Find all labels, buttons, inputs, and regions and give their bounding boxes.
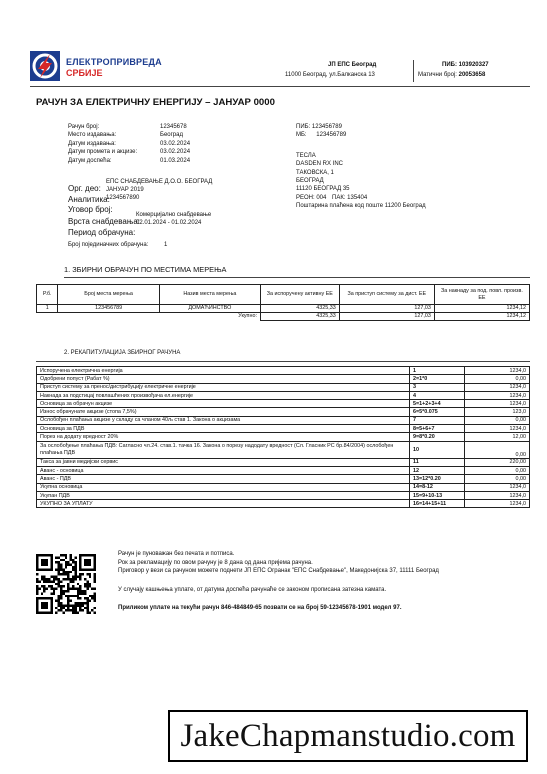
info-value: Београд — [160, 132, 183, 139]
header-cell: За приступ систему за дист. ЕЕ — [339, 285, 434, 305]
table-row — [37, 491, 530, 499]
table-row — [37, 416, 530, 424]
recap-value: 123,0 — [465, 408, 530, 416]
customer-pib — [296, 124, 516, 132]
customer-mb-label: МБ: — [296, 132, 307, 139]
table-row — [37, 391, 530, 399]
recap-value: 12,00 — [465, 433, 530, 441]
recap-label: Укупна основица — [37, 483, 410, 491]
customer-mb — [296, 132, 516, 140]
cell: 4325,33 — [260, 305, 339, 313]
org-label: Период обрачуна: — [68, 227, 136, 237]
cell: 1 — [37, 305, 58, 313]
recap-label: За ослобођење плаћања ПДВ: Сагласно чл.24. став.1. тачка 16. Закона о порезу надодату вредност (Сл. Гласник РС бр.84/2004) ослобођен плаћања ПДВ — [37, 441, 410, 458]
table-row — [37, 475, 530, 483]
recap-label: Износ обрачунате акцизе (стопа 7,5%) — [37, 408, 410, 416]
info-value: 12345678 — [160, 124, 187, 130]
table-row — [37, 305, 530, 313]
individual-count — [68, 242, 167, 249]
recap-value: 220,00 — [465, 458, 530, 466]
org-block — [68, 178, 288, 237]
org-value: 1234567890 — [106, 195, 140, 201]
table-row — [37, 375, 530, 383]
info-label: Датум издавања: — [68, 140, 116, 147]
org-value: ЕПС СНАБДЕВАЊЕ Д.О.О. БЕОГРАД — [106, 179, 213, 185]
note-line: Рок за рекламацију по овом рачуну је 8 дана од дана пријема рачуна. — [118, 559, 313, 566]
recap-table — [36, 366, 530, 508]
individual-count-value: 1 — [164, 242, 168, 248]
recap-value: 0,00 — [465, 416, 530, 424]
notes-block — [118, 551, 528, 614]
recap-code: 3 — [410, 383, 465, 391]
info-label: Рачун број: — [68, 124, 100, 130]
customer-reon — [296, 195, 516, 203]
info-value: 03.02.2024 — [160, 140, 191, 147]
header-pib-value: 103920327 — [458, 62, 489, 68]
recap-label: Порез на додату вредност 20% — [37, 433, 410, 441]
recap-code: 2=1*0 — [410, 375, 465, 383]
recap-label: Одобрени попуст (Рабат %) — [37, 375, 410, 383]
table-row — [37, 441, 530, 458]
table-row — [37, 425, 530, 433]
recap-code: 10 — [410, 441, 465, 458]
cell: 123456789 — [58, 305, 159, 313]
recap-code: 8=5+6+7 — [410, 425, 465, 433]
header-mb-value: 20053658 — [458, 72, 486, 78]
recap-value: 0,00 — [465, 441, 530, 458]
payment-note: Приликом уплате на текући рачун 846-484849-65 позвати се на број 59-12345678-1901 модел 97. — [118, 605, 402, 612]
header-cell: Р.б. — [37, 285, 58, 305]
note-line: Приговор у вези са рачуном можете поднети ЈП ЕПС Огранак "ЕПС Снабдевање", Македонијска 37, 11111 Београд — [118, 568, 439, 575]
recap-code: 4 — [410, 391, 465, 399]
header-mb — [418, 72, 485, 79]
org-label: Врста снабдевања: — [68, 217, 141, 226]
total-cell: 4325,33 — [260, 312, 339, 320]
recap-value: 1234,0 — [465, 483, 530, 491]
section2-title: 2. РЕКАПИТУЛАЦИЈА ЗБИРНОГ РАЧУНА — [64, 350, 181, 356]
recap-value: 1234,0 — [465, 500, 530, 508]
recap-code: 9=8*0.20 — [410, 433, 465, 441]
info-row — [68, 158, 218, 166]
note-line: Рачун је пуноважан без печата и потписа. — [118, 551, 235, 557]
customer-line: DASDEN RX INC — [296, 161, 344, 168]
recap-value: 0,00 — [465, 375, 530, 383]
info-row — [68, 132, 218, 140]
logo-line-1: ЕЛЕКТРОПРИВРЕДА — [66, 57, 162, 67]
recap-label: Основица за ПДВ — [37, 425, 410, 433]
info-label: Датум промета и акцизе: — [68, 149, 138, 156]
recap-label: Ослобођен плаћања акцизе у складу са чланом 40љ став 1. Закона о акцизама — [37, 416, 410, 424]
customer-line: 11120 БЕОГРАД 35 — [296, 186, 350, 193]
recap-code: 16=14+15+11 — [410, 500, 465, 508]
section1-title: 1. ЗБИРНИ ОБРАЧУН ПО МЕСТИМА МЕРЕЊА — [64, 265, 227, 274]
table-row — [37, 400, 530, 408]
postal-note: Поштарина плаћена код поште 11200 Београд — [296, 203, 426, 210]
logo-line-2: СРБИЈЕ — [66, 68, 103, 78]
cell: 127,03 — [339, 305, 434, 313]
table-row — [37, 367, 530, 375]
info-value: 01.03.2024 — [160, 157, 191, 164]
org-value: 02.01.2024 - 01.02.2024 — [136, 219, 202, 226]
recap-code: 14=8-12 — [410, 483, 465, 491]
recap-code: 15=9+10-13 — [410, 491, 465, 499]
total-cell: 127,03 — [339, 312, 434, 320]
recap-label: Такса за јавни медијски сервис — [37, 458, 410, 466]
recap-label: Испоручена електрична енергија — [37, 367, 410, 375]
recap-code: 13=12*0.20 — [410, 475, 465, 483]
org-row — [68, 195, 288, 214]
customer-pib-label: ПИБ: — [296, 124, 311, 130]
recap-code: 1 — [410, 367, 465, 375]
customer-pib-value: 123456789 — [311, 124, 342, 130]
header-cell: Назив места мерења — [159, 285, 260, 305]
header-cell: Број места мерења — [58, 285, 159, 305]
recap-code: 12 — [410, 467, 465, 475]
table-row — [37, 383, 530, 391]
recap-label: Накнада за подстицај повлашћених произвођача ел.енергије — [37, 391, 410, 399]
recap-code: 5=1+2+3+4 — [410, 400, 465, 408]
recap-value: 1234,0 — [465, 367, 530, 375]
info-row — [68, 141, 218, 149]
watermark: JakeChapmanstudio.com — [168, 710, 528, 762]
invoice-info — [68, 124, 218, 166]
recap-value: 1234,0 — [465, 400, 530, 408]
header-cell: За накнаду за под. повл. произв. ЕЕ — [434, 285, 529, 305]
recap-code: 7 — [410, 416, 465, 424]
recap-value: 1234,0 — [465, 383, 530, 391]
table-row — [37, 458, 530, 466]
recap-code: 11 — [410, 458, 465, 466]
reon-label: РЕОН: 004 — [296, 194, 327, 201]
pak-label: ПАК: 135404 — [332, 194, 368, 201]
header-mb-label: Матични број: — [418, 72, 457, 78]
table-row — [37, 483, 530, 491]
total-label: Укупно: — [238, 313, 257, 319]
recap-label: Аванс - основица — [37, 467, 410, 475]
qr-code-icon — [36, 554, 96, 614]
org-value: Комерцијално снабдевање — [136, 212, 212, 218]
recap-value: 1234,0 — [465, 425, 530, 433]
customer-line: ТАКОВСКА, 1 — [296, 169, 334, 176]
individual-count-label: Број појединачних обрачуна: — [68, 242, 149, 248]
invoice-title: РАЧУН ЗА ЕЛЕКТРИЧНУ ЕНЕРГИЈУ – ЈАНУАР 0000 — [36, 97, 275, 108]
total-row — [37, 312, 530, 320]
note-line: У случају кашњења уплате, от датума доспећа рачунаће се законом прописана затезна камата. — [118, 586, 387, 593]
company-name: ЈП ЕПС Београд — [328, 62, 377, 68]
total-cell: 1234,12 — [434, 312, 529, 320]
recap-label: УКУПНО ЗА УПЛАТУ — [37, 500, 410, 508]
qr-code — [36, 554, 96, 614]
cell: 1234,12 — [434, 305, 529, 313]
recap-label: Укупан ПДВ — [37, 491, 410, 499]
recap-value: 1234,0 — [465, 491, 530, 499]
customer-mb-value: 123456789 — [316, 132, 347, 139]
org-label: Уговор број: — [68, 205, 113, 214]
table-row — [37, 467, 530, 475]
info-label: Датум доспећа: — [68, 157, 112, 164]
header-pib — [442, 62, 489, 69]
customer-line: ТЕСЛА — [296, 152, 316, 159]
org-value: ЈАНУАР 2019 — [106, 186, 144, 193]
recap-code: 6=5*0.075 — [410, 408, 465, 416]
table-row — [37, 433, 530, 441]
org-label: Аналитика: — [68, 194, 110, 204]
eps-logo — [30, 51, 180, 83]
recap-label: Аванс - ПДВ — [37, 475, 410, 483]
table-row — [37, 408, 530, 416]
recap-label: Приступ систему за пренос/дистрибуцију електричне енергије — [37, 383, 410, 391]
info-value: 03.02.2024 — [160, 149, 191, 156]
recap-value: 0,00 — [465, 467, 530, 475]
customer-line: БЕОГРАД — [296, 177, 324, 184]
company-address: 11000 Београд, ул.Балканска 13 — [285, 72, 375, 78]
summary-table — [36, 284, 530, 321]
info-row — [68, 124, 218, 132]
summary-header-row — [37, 285, 530, 305]
eps-logo-icon — [30, 51, 60, 81]
org-label: Орг. део: — [68, 184, 101, 193]
header-cell: За испоручену активну ЕЕ — [260, 285, 339, 305]
table-row — [37, 500, 530, 508]
cell: ДОМАЋИНСТВО — [159, 305, 260, 313]
info-row — [68, 149, 218, 157]
header-pib-label: ПИБ: — [442, 62, 457, 68]
customer-block — [296, 124, 516, 212]
recap-value: 0,00 — [465, 475, 530, 483]
recap-label: Основица за обрачун акцизе — [37, 400, 410, 408]
info-label: Место издавања: — [68, 132, 117, 139]
recap-value: 1234,0 — [465, 391, 530, 399]
